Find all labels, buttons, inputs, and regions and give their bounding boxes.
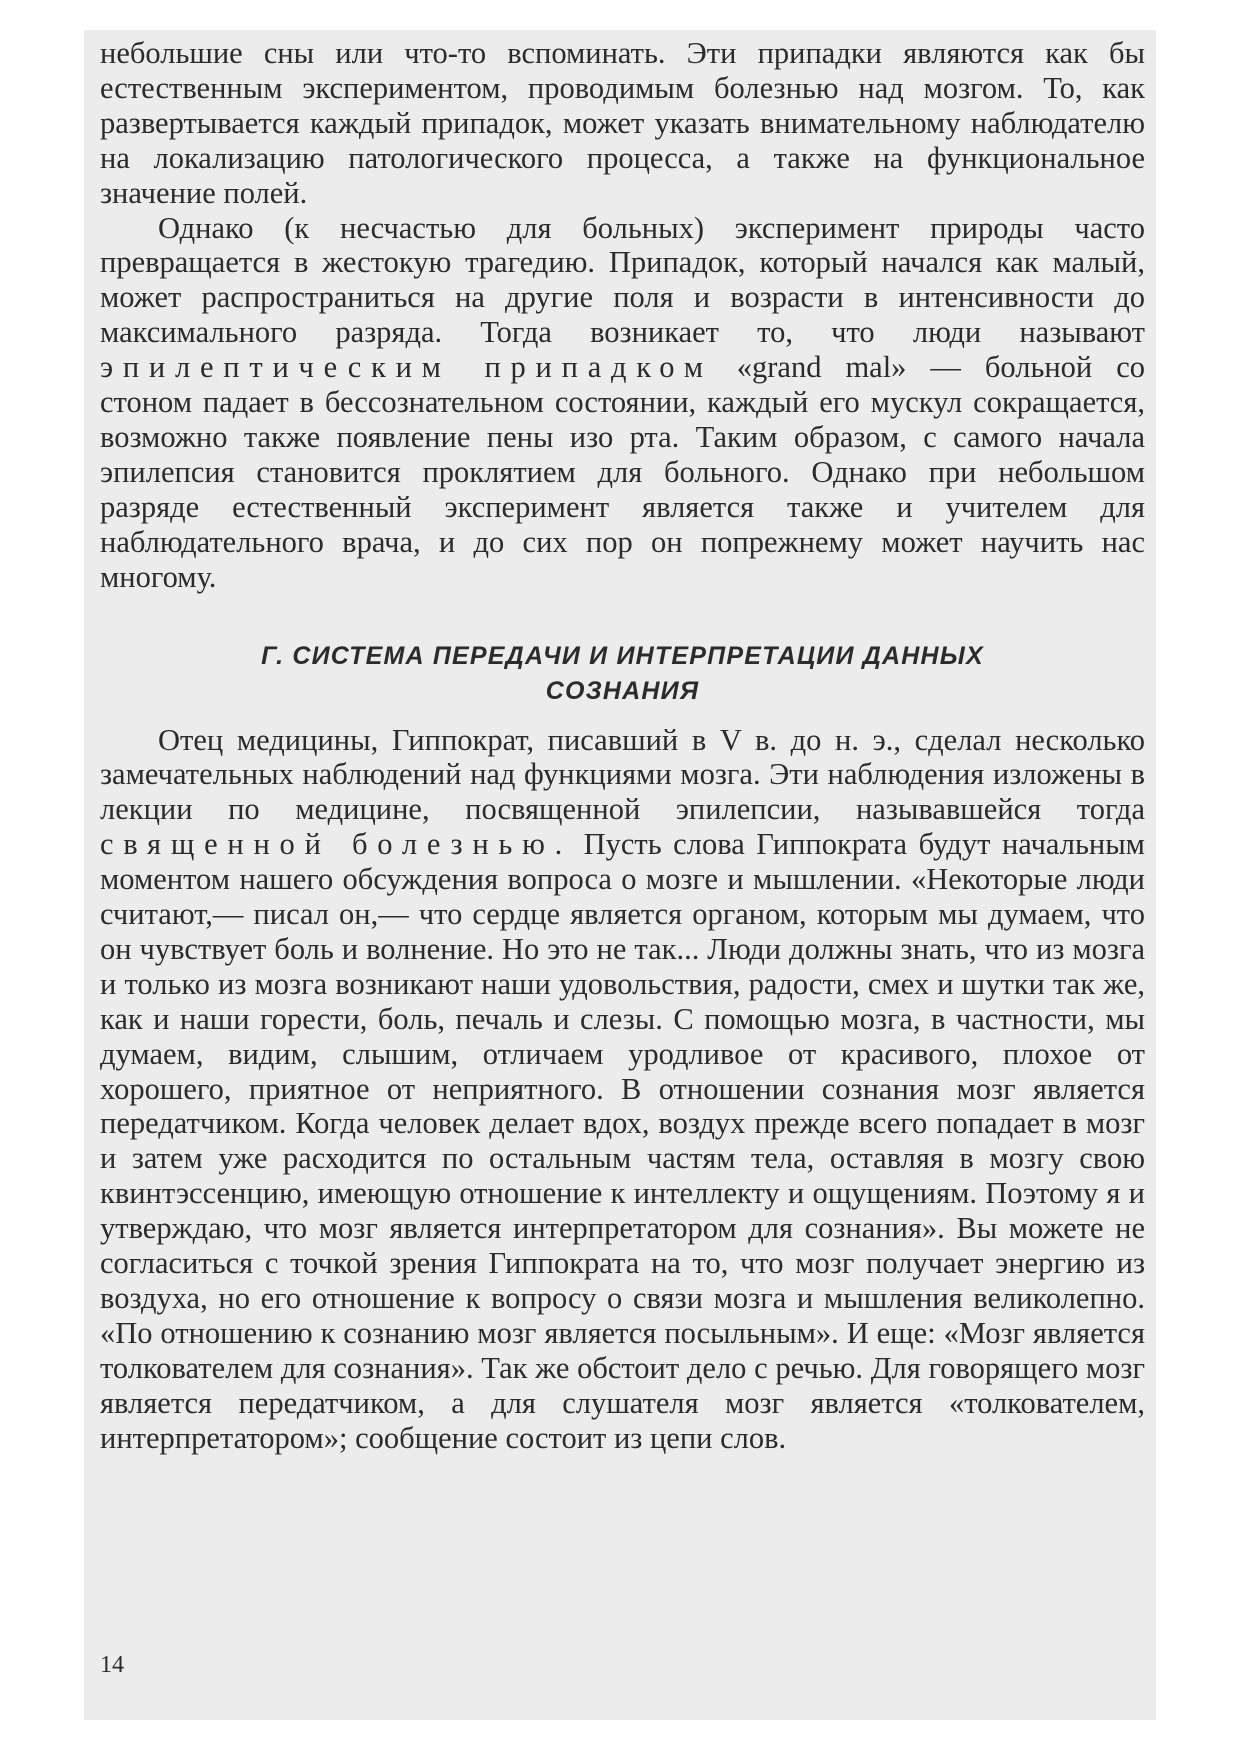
- paragraph-2-emphasis: эпилептическим припадком: [100, 350, 713, 385]
- paragraph-3-text-start: Отец медицины, Гиппократ, писавший в V в. до н. э., сделал несколько замечательных наблюдений над функциями мозга. Эти наблюдения изложены в лекции по медицине, посвященной эпилепсии, называвшейся тогда: [100, 722, 1145, 827]
- paragraph-2: [100, 211, 1145, 595]
- section-heading: [100, 639, 1145, 709]
- book-page: [84, 30, 1156, 1720]
- paragraph-3: [100, 723, 1145, 1456]
- paragraph-3-text-end: Пусть слова Гиппократа будут начальным моментом нашего обсуждения вопроса о мозге и мышлении. «Некоторые люди считают,— писал он,— что сердце является органом, которым мы думаем, что он чувствует боль и волнение. Но это не так... Люди должны знать, что из мозга и только из мозга возникают наши удовольствия, радости, смех и шутки так же, как и наши горести, боль, печаль и слезы. С помощью мозга, в частности, мы думаем, видим, слышим, отличаем уродливое от красивого, плохое от хорошего, приятное от неприятного. В отношении сознания мозг является передатчиком. Когда человек делает вдох, воздух прежде всего попадает в мозг и затем уже расходится по остальным частям тела, оставляя в мозгу свою квинтэссенцию, имеющую отношение к интеллекту и ощущениям. Поэтому я и утверждаю, что мозг является интерпретатором для сознания». Вы можете не согласиться с точкой зрения Гиппократа на то, что мозг получает энергию из воздуха, но его отношение к вопросу о связи мозга и мышления великолепно. «По отношению к сознанию мозг является посыльным». И еще: «Мозг является толкователем для сознания». Так же обстоит дело с речью. Для говорящего мозг является передатчиком, а для слушателя мозг является «толкователем, интерпретатором»; сообщение состоит из цепи слов.: [100, 827, 1145, 1455]
- page-body: [100, 36, 1145, 1456]
- page-number: 14: [100, 1652, 124, 1678]
- paragraph-1: [100, 36, 1145, 211]
- paragraph-2-text-start: Однако (к несчастью для больных) эксперимент природы часто превращается в жестокую трагедию. Припадок, который начался как малый, может распространиться на другие поля и возрасти в интенсивности до максимального разряда. Тогда возникает то, что люди называют: [100, 210, 1145, 350]
- section-heading-line-2: СОЗНАНИЯ: [545, 676, 700, 705]
- section-heading-line-1: Г. СИСТЕМА ПЕРЕДАЧИ И ИНТЕРПРЕТАЦИИ ДАННЫХ: [261, 641, 984, 670]
- paragraph-3-emphasis: священной болезнью.: [100, 827, 572, 862]
- paragraph-2-text-end: «grand mal» — больной со стоном падает в бессознательном состоянии, каждый его мускул сокращается, возможно также появление пены изо рта. Таким образом, с самого начала эпилепсия становится проклятием для больного. Однако при небольшом разряде естественный эксперимент является также и учителем для наблюдательного врача, и до сих пор он попрежнему может научить нас многому.: [100, 350, 1146, 594]
- paragraph-1-text: небольшие сны или что-то вспоминать. Эти припадки являются как бы естественным экспериментом, проводимым болезнью над мозгом. То, как развертывается каждый припадок, может указать внимательному наблюдателю на локализацию патологического процесса, а также на функциональное значение полей.: [100, 36, 1145, 210]
